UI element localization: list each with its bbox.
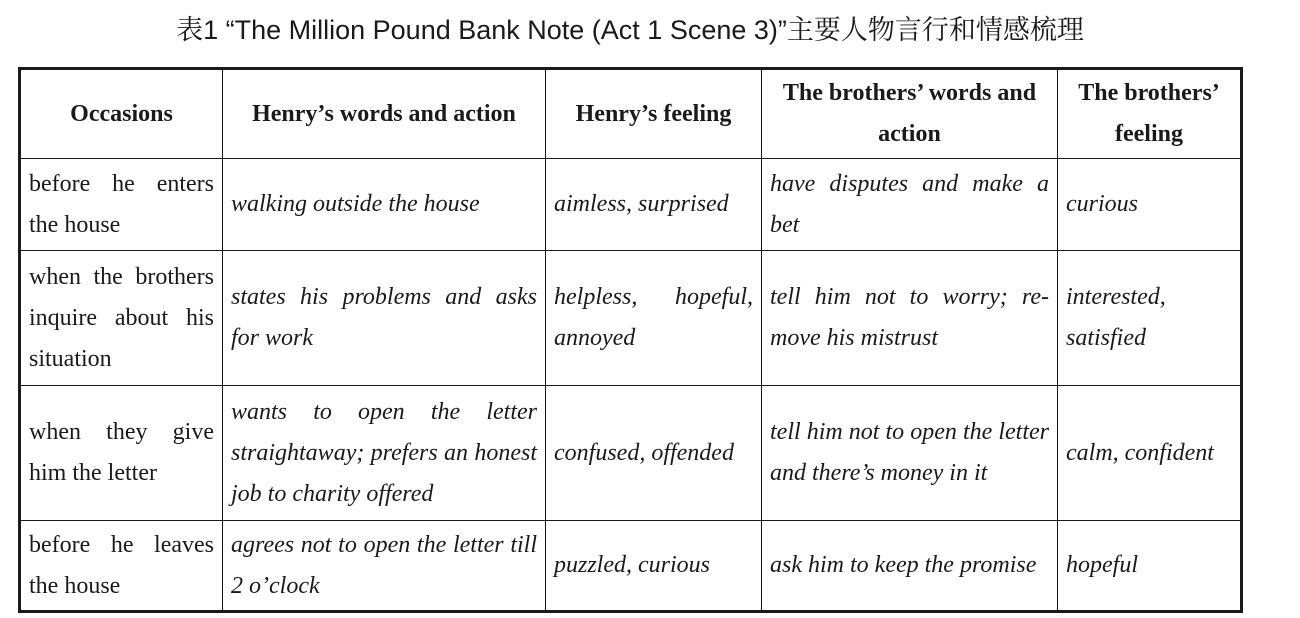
henry-feeling-cell: confused, offended (546, 386, 762, 521)
brothers-words-cell: ask him to keep the promise (762, 521, 1058, 612)
brothers-words-cell: tell him not to open the letter and there’s money in it (762, 386, 1058, 521)
occasion-cell: before he enters the house (20, 159, 223, 251)
henry-feeling-cell: puzzled, curious (546, 521, 762, 612)
table-row (20, 159, 1242, 251)
brothers-feeling-cell: curious (1058, 159, 1242, 251)
occasion-cell: when they give him the letter (20, 386, 223, 521)
column-header-brothers-words: The brothers’ words and action (762, 69, 1058, 159)
column-header-brothers-feeling: The brothers’ feeling (1058, 69, 1242, 159)
henry-feeling-cell: aimless, surprised (546, 159, 762, 251)
brothers-feeling-cell: calm, confident (1058, 386, 1242, 521)
henry-words-cell: states his problems and asks for work (223, 251, 546, 386)
table-row (20, 386, 1242, 521)
occasion-cell: when the brothers inquire about his situation (20, 251, 223, 386)
character-analysis-table (18, 67, 1243, 613)
brothers-words-cell: have disputes and make a bet (762, 159, 1058, 251)
henry-words-cell: wants to open the letter straightaway; prefers an honest job to charity offered (223, 386, 546, 521)
henry-words-cell: agrees not to open the letter till 2 o’clock (223, 521, 546, 612)
column-header-occasions: Occasions (20, 69, 223, 159)
table-row (20, 251, 1242, 386)
column-header-henry-feeling: Henry’s feeling (546, 69, 762, 159)
occasion-cell: before he leaves the house (20, 521, 223, 612)
table-row (20, 521, 1242, 612)
brothers-feeling-cell: hopeful (1058, 521, 1242, 612)
table-caption: 表1 “The Million Pound Bank Note (Act 1 Scene 3)”主要人物言行和情感梳理 (176, 15, 1084, 45)
brothers-feeling-cell: interested, satisfied (1058, 251, 1242, 386)
henry-words-cell: walking outside the house (223, 159, 546, 251)
column-header-henry-words: Henry’s words and action (223, 69, 546, 159)
table-header-row (20, 69, 1242, 159)
brothers-words-cell: tell him not to worry; re-move his mistrust (762, 251, 1058, 386)
henry-feeling-cell: helpless, hopeful, annoyed (546, 251, 762, 386)
